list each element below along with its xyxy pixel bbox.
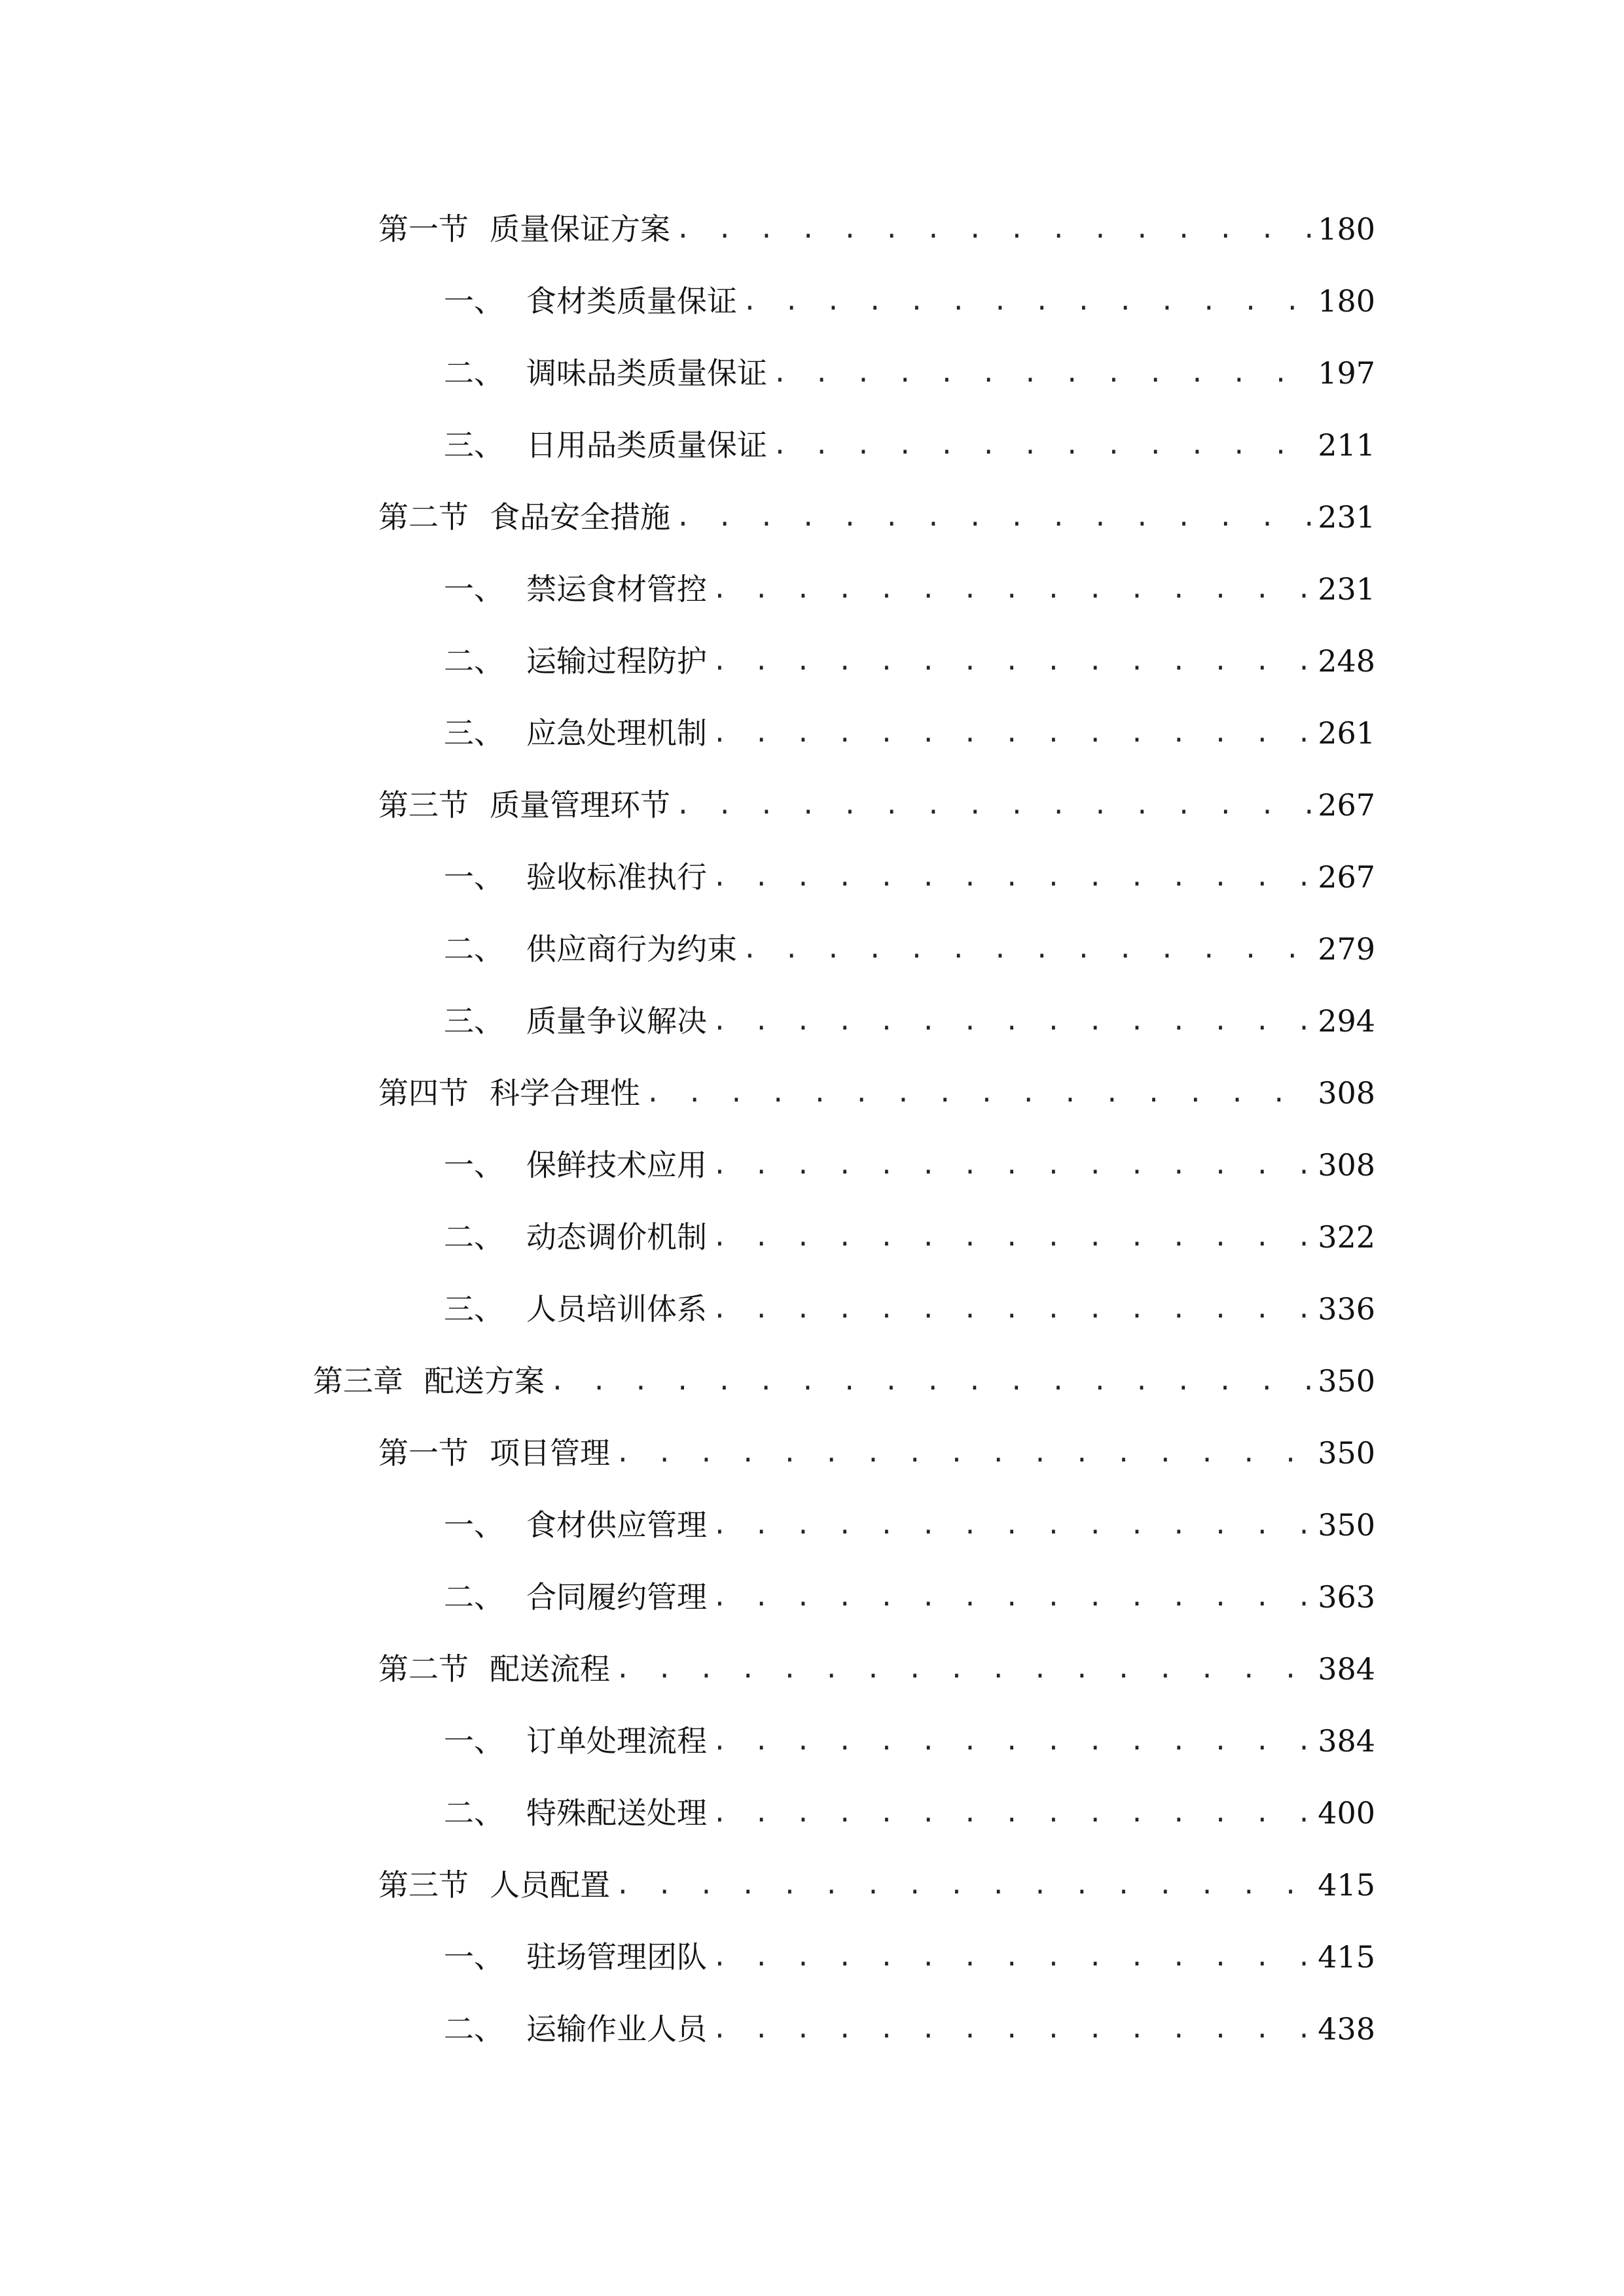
dot-leader	[712, 1139, 1311, 1191]
dot-leader	[712, 995, 1311, 1047]
toc-entry-item[interactable]	[444, 1211, 1375, 1263]
entry-title: 运输过程防护	[526, 643, 707, 679]
entry-title: 驻场管理团队	[526, 1939, 707, 1975]
toc-entry-item[interactable]	[444, 635, 1375, 687]
entry-number: 二、	[444, 1219, 504, 1255]
dot-leader	[712, 1211, 1311, 1263]
entry-title: 项目管理	[490, 1435, 610, 1471]
entry-number: 三、	[444, 715, 504, 751]
dot-leader	[742, 275, 1311, 327]
toc-entry-item[interactable]	[444, 1931, 1375, 1983]
toc-entry-item[interactable]	[444, 1787, 1375, 1839]
toc-entry-section[interactable]	[378, 1427, 1375, 1479]
entry-title: 调味品类质量保证	[526, 355, 767, 391]
page-number: 350	[1318, 1507, 1375, 1543]
toc-entry-item[interactable]	[444, 707, 1375, 759]
dot-leader	[712, 635, 1311, 687]
toc-entry-section[interactable]	[378, 1643, 1375, 1695]
page-number: 279	[1318, 931, 1375, 967]
dot-leader	[712, 1931, 1311, 1983]
page-number: 400	[1318, 1795, 1375, 1831]
toc-entry-item[interactable]	[444, 1571, 1375, 1623]
page-number: 363	[1318, 1579, 1375, 1615]
toc-entry-item[interactable]	[444, 563, 1375, 615]
toc-entry-item[interactable]	[444, 275, 1375, 327]
dot-leader	[615, 1859, 1311, 1911]
entry-title: 禁运食材管控	[526, 571, 707, 607]
entry-number: 第二节	[378, 1651, 469, 1687]
entry-title: 质量争议解决	[526, 1003, 707, 1039]
dot-leader	[712, 1787, 1311, 1839]
dot-leader	[712, 563, 1311, 615]
toc-entry-chapter[interactable]	[313, 1355, 1375, 1407]
page-number: 231	[1318, 571, 1375, 607]
dot-leader	[712, 2003, 1311, 2055]
entry-title: 人员配置	[490, 1867, 610, 1903]
dot-leader	[712, 1283, 1311, 1335]
page-number: 350	[1318, 1435, 1375, 1471]
entry-title: 科学合理性	[490, 1075, 640, 1111]
toc-entry-item[interactable]	[444, 419, 1375, 471]
dot-leader	[712, 707, 1311, 759]
entry-title: 动态调价机制	[526, 1219, 707, 1255]
page-number: 231	[1318, 499, 1375, 535]
entry-number: 第三节	[378, 787, 469, 823]
page-number: 336	[1318, 1291, 1375, 1327]
page-number: 248	[1318, 643, 1375, 679]
toc-entry-item[interactable]	[444, 1715, 1375, 1767]
dot-leader	[712, 1571, 1311, 1623]
entry-number: 第三节	[378, 1867, 469, 1903]
page-number: 415	[1318, 1939, 1375, 1975]
entry-number: 一、	[444, 1147, 504, 1183]
entry-number: 二、	[444, 931, 504, 967]
entry-title: 应急处理机制	[526, 715, 707, 751]
entry-number: 二、	[444, 1795, 504, 1831]
page-number: 197	[1318, 355, 1375, 391]
page-number: 211	[1318, 427, 1375, 463]
entry-number: 一、	[444, 1939, 504, 1975]
entry-title: 质量管理环节	[490, 787, 670, 823]
dot-leader	[645, 1067, 1311, 1119]
entry-title: 日用品类质量保证	[526, 427, 767, 463]
entry-number: 三、	[444, 1291, 504, 1327]
entry-title: 食材类质量保证	[526, 283, 737, 319]
entry-title: 订单处理流程	[526, 1723, 707, 1759]
entry-title: 运输作业人员	[526, 2011, 707, 2047]
entry-title: 验收标准执行	[526, 859, 707, 895]
entry-title: 供应商行为约束	[526, 931, 737, 967]
dot-leader	[772, 347, 1311, 399]
dot-leader	[676, 779, 1311, 831]
entry-number: 二、	[444, 2011, 504, 2047]
page-number: 308	[1318, 1147, 1375, 1183]
entry-number: 第一节	[378, 1435, 469, 1471]
page-number: 267	[1318, 859, 1375, 895]
toc-entry-item[interactable]	[444, 347, 1375, 399]
toc-entry-item[interactable]	[444, 1139, 1375, 1191]
dot-leader	[742, 923, 1311, 975]
entry-number: 第四节	[378, 1075, 469, 1111]
entry-number: 二、	[444, 643, 504, 679]
page-number: 308	[1318, 1075, 1375, 1111]
page-number: 267	[1318, 787, 1375, 823]
page-number: 350	[1318, 1363, 1375, 1399]
toc-entry-item[interactable]	[444, 1283, 1375, 1335]
dot-leader	[676, 203, 1311, 255]
entry-title: 配送流程	[490, 1651, 610, 1687]
entry-title: 食材供应管理	[526, 1507, 707, 1543]
toc-entry-item[interactable]	[444, 851, 1375, 903]
page-number: 180	[1318, 283, 1375, 319]
page-number: 180	[1318, 211, 1375, 247]
dot-leader	[676, 491, 1311, 543]
entry-number: 第一节	[378, 211, 469, 247]
dot-leader	[712, 851, 1311, 903]
toc-entry-section[interactable]	[378, 203, 1375, 255]
entry-number: 一、	[444, 1507, 504, 1543]
entry-number: 三、	[444, 427, 504, 463]
entry-title: 保鲜技术应用	[526, 1147, 707, 1183]
entry-number: 第二节	[378, 499, 469, 535]
entry-title: 质量保证方案	[490, 211, 670, 247]
toc-entry-section[interactable]	[378, 491, 1375, 543]
toc-entry-item[interactable]	[444, 923, 1375, 975]
entry-number: 一、	[444, 1723, 504, 1759]
entry-title: 人员培训体系	[526, 1291, 707, 1327]
dot-leader	[615, 1427, 1311, 1479]
page-number: 261	[1318, 715, 1375, 751]
toc-entry-item[interactable]	[444, 2003, 1375, 2055]
page-number: 415	[1318, 1867, 1375, 1903]
toc-entry-section[interactable]	[378, 1067, 1375, 1119]
dot-leader	[712, 1499, 1311, 1551]
entry-number: 一、	[444, 859, 504, 895]
dot-leader	[772, 419, 1311, 471]
page-number: 438	[1318, 2011, 1375, 2047]
toc-entry-section[interactable]	[378, 779, 1375, 831]
entry-number: 一、	[444, 283, 504, 319]
entry-number: 一、	[444, 571, 504, 607]
toc-entry-item[interactable]	[444, 1499, 1375, 1551]
page-number: 384	[1318, 1651, 1375, 1687]
entry-number: 二、	[444, 355, 504, 391]
toc-entry-item[interactable]	[444, 995, 1375, 1047]
entry-number: 三、	[444, 1003, 504, 1039]
entry-number: 二、	[444, 1579, 504, 1615]
entry-title: 特殊配送处理	[526, 1795, 707, 1831]
dot-leader	[615, 1643, 1311, 1695]
dot-leader	[712, 1715, 1311, 1767]
entry-title: 合同履约管理	[526, 1579, 707, 1615]
entry-number: 第三章	[313, 1363, 403, 1399]
entry-title: 配送方案	[424, 1363, 545, 1399]
page-number: 384	[1318, 1723, 1375, 1759]
page-number: 294	[1318, 1003, 1375, 1039]
toc-entry-section[interactable]	[378, 1859, 1375, 1911]
entry-title: 食品安全措施	[490, 499, 670, 535]
dot-leader	[550, 1355, 1311, 1407]
page-number: 322	[1318, 1219, 1375, 1255]
